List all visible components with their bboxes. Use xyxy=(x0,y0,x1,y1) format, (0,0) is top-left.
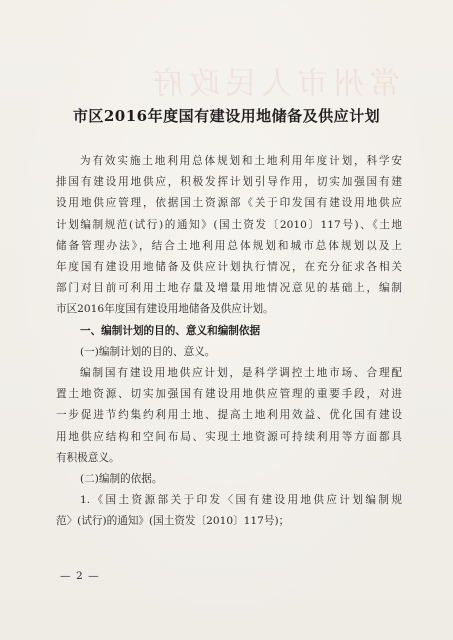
paragraph-line: 为有效实施土地利用总体规划和土地利用年度计划，科学安 xyxy=(80,155,402,167)
paragraph-line: 排国有建设用地供应，积极发挥计划引导作用，切实加强国有建 xyxy=(56,176,402,189)
section-1 xyxy=(56,321,402,533)
subsection-heading: (二)编制的依据。 xyxy=(80,472,163,485)
paragraph-line: 范〉(试行)的通知》(国土资发〔2010〕117号)； xyxy=(56,515,290,528)
paragraph-line: 部门对目前可利用土地存量及增量用地情况意见的基础上，编制 xyxy=(56,282,402,295)
paragraph-line: 一步促进节约集约利用土地、提高土地利用效益、优化国有建设 xyxy=(56,409,402,422)
paragraph-line: 1.《国土资源部关于印发〈国有建设用地供应计划编制规 xyxy=(80,494,402,507)
paragraph-line: 有积极意义。 xyxy=(56,451,120,464)
intro-paragraph xyxy=(56,151,402,321)
document-title: 市区2016年度国有建设用地储备及供应计划 xyxy=(72,107,381,125)
section-heading: 一、编制计划的目的、意义和编制依据 xyxy=(80,324,261,337)
paragraph-line: 储备管理办法》，结合土地利用总体规划和城市总体规划以及上 xyxy=(56,239,402,252)
subsection-heading: (一)编制计划的目的、意义。 xyxy=(80,345,216,358)
paragraph-line: 置土地资源、切实加强国有建设用地供应管理的重要手段，对进 xyxy=(56,388,402,401)
paragraph-line: 年度国有建设用地储备及供应计划执行情况，在充分征求各相关 xyxy=(56,260,402,273)
seal-bleed-through: 常州市人民政府 xyxy=(148,66,400,98)
paragraph-line: 计划编制规范(试行)的通知》(国土资发〔2010〕117号)、《土地 xyxy=(56,218,402,231)
paragraph-line: 用地供应结构和空间布局、实现土地资源可持续利用等方面都具 xyxy=(56,430,402,443)
paragraph-line: 市区2016年度国有建设用地储备及供应计划。 xyxy=(56,303,274,316)
paragraph-line: 设用地供应管理，依据国土资源部《关于印发国有建设用地供应 xyxy=(56,197,402,210)
page-number: — 2 — xyxy=(60,570,100,582)
paragraph-line: 编制国有建设用地供应计划，是科学调控土地市场、合理配 xyxy=(80,366,402,379)
